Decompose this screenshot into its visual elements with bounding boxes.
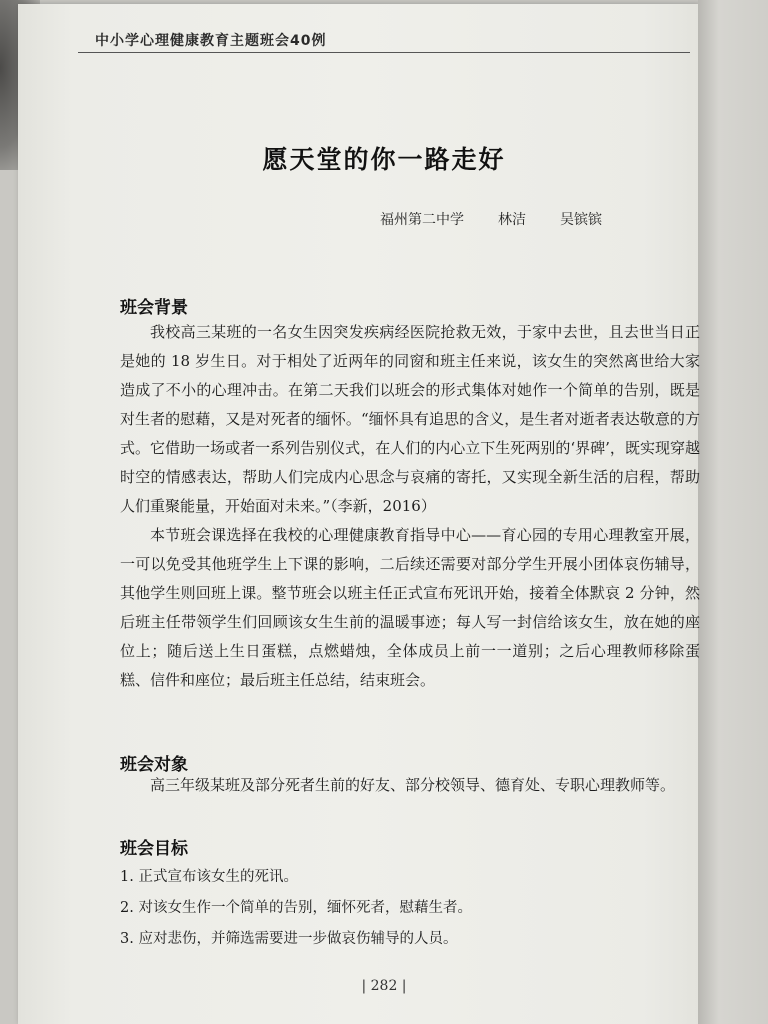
paragraph: 高三年级某班及部分死者生前的好友、部分校领导、德育处、专职心理教师等。 <box>150 776 676 794</box>
section-heading-goals: 班会目标 <box>120 839 188 859</box>
author-name: 吴镔镔 <box>560 212 602 228</box>
author-line <box>380 209 602 229</box>
section-heading-background: 班会背景 <box>120 298 188 318</box>
article-title: 愿天堂的你一路走好 <box>262 145 506 174</box>
section-body-audience <box>120 771 700 800</box>
goals-list <box>120 862 680 955</box>
running-head: 中小学心理健康教育主题班会40例 <box>95 33 327 49</box>
list-item: 2. 对该女生作一个简单的告别，缅怀死者，慰藉生者。 <box>120 900 472 916</box>
list-item: 3. 应对悲伤，并筛选需要进一步做哀伤辅导的人员。 <box>120 931 458 947</box>
header-rule <box>78 52 690 53</box>
section-heading-audience: 班会对象 <box>120 755 188 775</box>
page-number: | 282 | <box>361 978 407 994</box>
paragraph: 我校高三某班的一名女生因突发疾病经医院抢救无效，于家中去世，且去世当日正是她的 18 岁生日。对于相处了近两年的同窗和班主任来说，该女生的突然离世给大家造成了不小的心理冲击。在第二天我们以班会的形式集体对她作一个简单的告别，既是对生者的慰藉，又是对死者的缅怀。“缅怀具有追思的含义，是生者对逝者表达敬意的方式。它借助一场或者一系列告别仪式，在人们的内心立下生死两别的‘界碑’，既实现穿越时空的情感表达，帮助人们完成内心思念与哀痛的寄托，又实现全新生活的启程，帮助人们重聚能量，开始面对未来。”（李新，2016） <box>120 323 700 515</box>
author-school: 福州第二中学 <box>380 212 464 228</box>
list-item: 1. 正式宣布该女生的死讯。 <box>120 869 298 885</box>
author-name: 林洁 <box>498 212 526 228</box>
paragraph: 本节班会课选择在我校的心理健康教育指导中心——育心园的专用心理教室开展，一可以免受其他班学生上下课的影响，二后续还需要对部分学生开展小团体哀伤辅导，其他学生则回班上课。整节班会以班主任正式宣布死讯开始，接着全体默哀 2 分钟，然后班主任带领学生们回顾该女生生前的温暖事迹；每人写一封信给该女生，放在她的座位上；随后送上生日蛋糕，点燃蜡烛，全体成员上前一一道别；之后心理教师移除蛋糕、信件和座位；最后班主任总结，结束班会。 <box>120 526 700 689</box>
section-body-background <box>120 318 700 695</box>
